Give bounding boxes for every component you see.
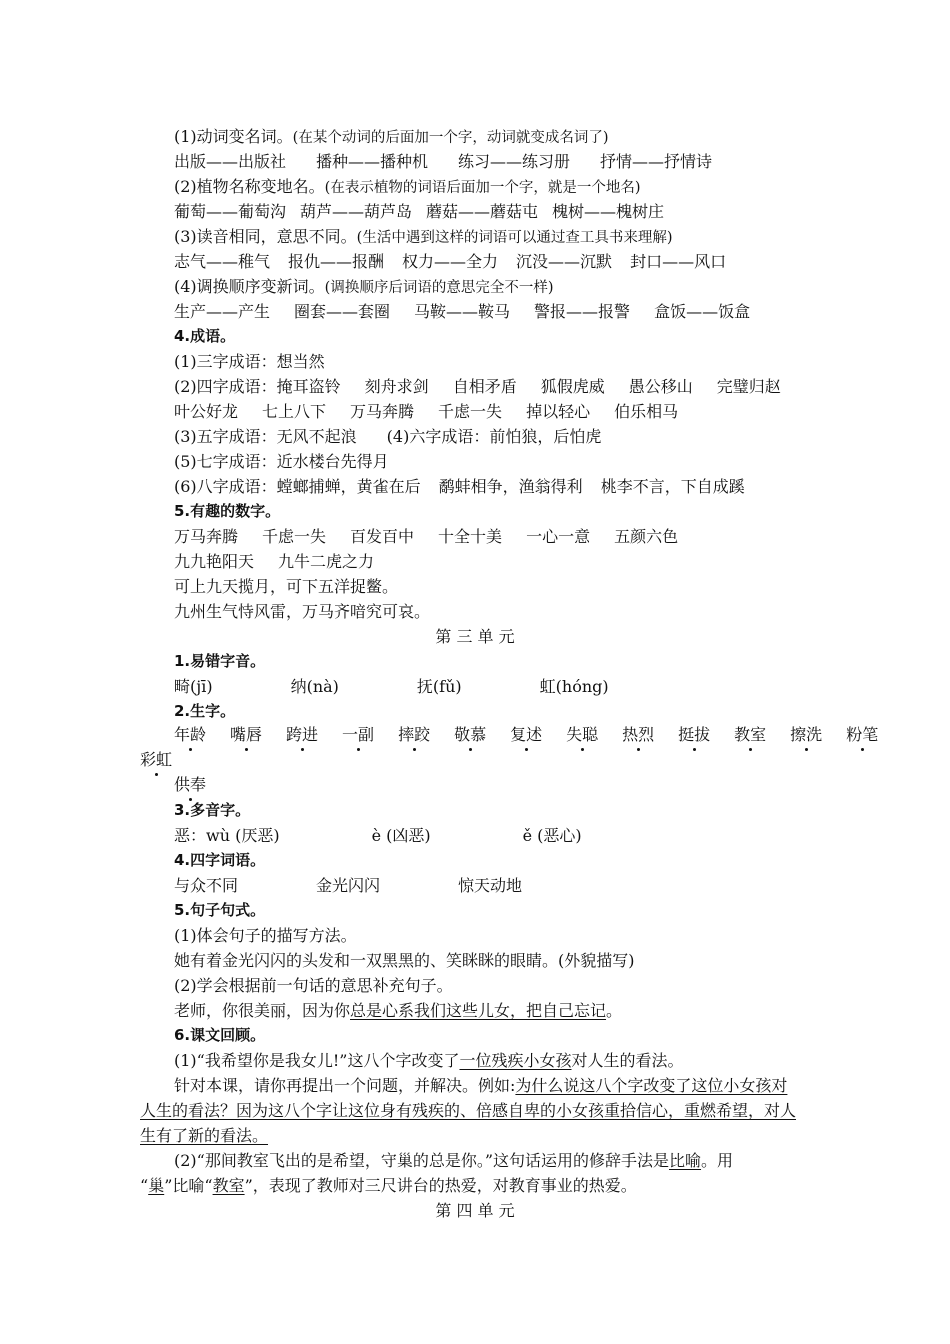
idiom: (3)五字成语：无风不起浪 (174, 427, 357, 446)
underlined-answer: 总是心系我们这些儿女，把自己忘记 (350, 1001, 607, 1020)
word: 嘴唇 (230, 722, 262, 747)
idiom: 掉以轻心 (526, 402, 591, 421)
review-line (174, 1048, 684, 1073)
number-idioms (174, 524, 678, 549)
idiom: 万马奔腾 (174, 527, 239, 546)
text: 。用 (701, 1151, 734, 1170)
idiom: 伯乐相马 (614, 402, 679, 421)
heading-homophones (174, 224, 672, 249)
idiom: (6)八字成语：螳螂捕蝉，黄雀在后 (174, 477, 421, 496)
poem-line: 可上九天揽月，可下五洋捉鳖。 (174, 577, 399, 596)
idiom-line: (1)三字成语：想当然 (174, 352, 325, 371)
word: 失聪 (566, 722, 598, 747)
unit-title: 第 四 单 元 (435, 1201, 515, 1220)
new-characters-row (174, 722, 878, 747)
heading-new-characters: 2.生字。 (174, 702, 236, 720)
text: 老师，你很美丽，因为你 (174, 1001, 351, 1020)
text: “ (140, 1176, 149, 1195)
note: (调换顺序后词语的意思完全不一样) (324, 280, 554, 296)
new-characters-row (174, 772, 206, 797)
pair: 播种——播种机 (316, 152, 429, 171)
word: 粉笔 (846, 722, 878, 747)
sentence-line (174, 998, 622, 1023)
pair: 出版——出版社 (174, 152, 287, 171)
pair: 沉没——沉默 (516, 252, 613, 271)
word-pairs-row (174, 299, 750, 324)
heading-swap-order (174, 274, 554, 299)
heading-sentence-patterns: 5.句子句式。 (174, 901, 266, 919)
polyphone: è (凶恶) (371, 826, 431, 845)
idiom-line (174, 374, 781, 399)
poem-line: 九州生气恃风雷，万马齐喑究可哀。 (174, 602, 431, 621)
polyphone-row (174, 823, 582, 848)
text: ”比喻“ (164, 1176, 213, 1195)
pair: 封口——风口 (630, 252, 727, 271)
idiom: (2)四字成语：掩耳盗铃 (174, 377, 341, 396)
heading-plant-to-place (174, 174, 640, 199)
pair: 志气——稚气 (174, 252, 271, 271)
polyphone: 恶：wù (厌恶) (174, 826, 280, 845)
word: 年龄 (174, 722, 206, 747)
word: 敬慕 (454, 722, 486, 747)
word: 与众不同 (174, 876, 239, 895)
review-line (174, 1148, 733, 1173)
idiom: 百发百中 (350, 527, 415, 546)
idiom: 叶公好龙 (174, 402, 239, 421)
number-idioms (174, 549, 374, 574)
char-pinyin: 抚(fǔ) (416, 677, 462, 696)
note: (在某个动词的后面加一个字，动词就变成名词了) (292, 130, 609, 146)
idiom-line: (5)七字成语：近水楼台先得月 (174, 452, 389, 471)
idiom: 五颜六色 (614, 527, 679, 546)
pair: 权力——全力 (402, 252, 499, 271)
heading-verb-to-noun (174, 124, 608, 149)
idiom: 九牛二虎之力 (278, 552, 375, 571)
heading-idioms: 4.成语。 (174, 327, 236, 345)
idiom: 千虑一失 (438, 402, 503, 421)
pair: 练习——练习册 (458, 152, 571, 171)
heading-numbers: 5.有趣的数字。 (174, 502, 281, 520)
text: (2)“那间教室飞出的是希望，守巢的总是你。”这句话运用的修辞手法是 (174, 1151, 670, 1170)
pair: 圈套——套圈 (294, 302, 391, 321)
char-pinyin: 纳(nà) (290, 677, 339, 696)
text: (3)读音相同，意思不同。 (174, 227, 357, 246)
heading-four-char-words: 4.四字词语。 (174, 851, 266, 869)
text: (1)“我希望你是我女儿!”这八个字改变了 (174, 1051, 460, 1070)
new-characters-wrap (140, 747, 172, 772)
pair: 警报——报警 (534, 302, 631, 321)
underlined-answer: 生有了新的看法。 (140, 1126, 269, 1145)
idiom: 桃李不言，下自成蹊 (600, 477, 745, 496)
word-pairs-row (174, 199, 664, 224)
heading-text-review: 6.课文回顾。 (174, 1026, 266, 1044)
sentence-line: (1)体会句子的描写方法。 (174, 926, 357, 945)
text: (2)植物名称变地名。 (174, 177, 325, 196)
word: 金光闪闪 (316, 876, 381, 895)
idiom: 刻舟求剑 (364, 377, 429, 396)
sentence-line: (2)学会根据前一句话的意思补充句子。 (174, 976, 453, 995)
unit-title: 第 三 单 元 (435, 627, 515, 646)
idiom-line (174, 424, 601, 449)
underlined-answer: 教室 (212, 1176, 245, 1195)
underlined-answer: 比喻 (669, 1151, 702, 1170)
note: (生活中遇到这样的词语可以通过查工具书来理解) (356, 230, 673, 246)
word: 教室 (734, 722, 766, 747)
pair: 葡萄——葡萄沟 (174, 202, 287, 221)
idiom: 万马奔腾 (350, 402, 415, 421)
pair: 抒情——抒情诗 (600, 152, 713, 171)
word: 摔跤 (398, 722, 430, 747)
idiom: (4)六字成语：前怕狼，后怕虎 (386, 427, 602, 446)
text: ”，表现了教师对三尺讲台的热爱，对教育事业的热爱。 (244, 1176, 637, 1195)
pair: 槐树——槐树庄 (552, 202, 665, 221)
pair: 生产——产生 (174, 302, 271, 321)
word: 跨进 (286, 722, 318, 747)
pair: 蘑菇——蘑菇屯 (426, 202, 539, 221)
pair: 盒饭——饭盒 (654, 302, 751, 321)
word: 热烈 (622, 722, 654, 747)
word: 复述 (510, 722, 542, 747)
review-line (174, 1073, 787, 1098)
heading-pronunciation: 1.易错字音。 (174, 652, 266, 670)
word-pairs-row (174, 249, 726, 274)
word: 惊天动地 (458, 876, 523, 895)
idiom-line (174, 399, 678, 424)
word: 擦洗 (790, 722, 822, 747)
word: 挺拔 (678, 722, 710, 747)
text: (1)动词变名词。 (174, 127, 293, 146)
text: 针对本课，请你再提出一个问题，并解决。例如: (174, 1076, 516, 1095)
idiom: 自相矛盾 (452, 377, 517, 396)
underlined-answer: 人生的看法？因为这八个字让这位身有残疾的、倍感自卑的小女孩重拾信心，重燃希望，对人 (140, 1101, 797, 1120)
word-pairs-row (174, 149, 712, 174)
idiom: 愚公移山 (628, 377, 693, 396)
underlined-answer: 为什么说这八个字改变了这位小女孩对 (515, 1076, 788, 1095)
text: 对人生的看法。 (571, 1051, 684, 1070)
review-line (140, 1098, 796, 1123)
review-line (140, 1123, 268, 1148)
idiom-line (174, 474, 745, 499)
sentence-line: 她有着金光闪闪的头发和一双黑黑的、笑眯眯的眼睛。(外貌描写) (174, 951, 635, 970)
idiom: 狐假虎威 (540, 377, 605, 396)
pair: 葫芦——葫芦岛 (300, 202, 413, 221)
pair: 马鞍——鞍马 (414, 302, 511, 321)
text: (4)调换顺序变新词。 (174, 277, 325, 296)
polyphone: ě (恶心) (522, 826, 582, 845)
pronunciation-row (174, 674, 609, 699)
note: (在表示植物的词语后面加一个字，就是一个地名) (324, 180, 641, 196)
idiom: 完璧归赵 (716, 377, 781, 396)
word: 彩虹 (140, 747, 172, 772)
word: 供奉 (174, 772, 206, 797)
text: 。 (606, 1001, 623, 1020)
idiom: 九九艳阳天 (174, 552, 255, 571)
word: 一副 (342, 722, 374, 747)
four-char-row (174, 873, 522, 898)
underlined-answer: 巢 (148, 1176, 165, 1195)
underlined-answer: 一位残疾小女孩 (459, 1051, 572, 1070)
idiom: 十全十美 (438, 527, 503, 546)
review-line (140, 1173, 637, 1198)
heading-polyphones: 3.多音字。 (174, 801, 251, 819)
pair: 报仇——报酬 (288, 252, 385, 271)
idiom: 鹬蚌相争，渔翁得利 (438, 477, 583, 496)
idiom: 千虑一失 (262, 527, 327, 546)
char-pinyin: 虹(hóng) (539, 677, 609, 696)
char-pinyin: 畸(jī) (174, 677, 213, 696)
idiom: 一心一意 (526, 527, 591, 546)
idiom: 七上八下 (262, 402, 327, 421)
